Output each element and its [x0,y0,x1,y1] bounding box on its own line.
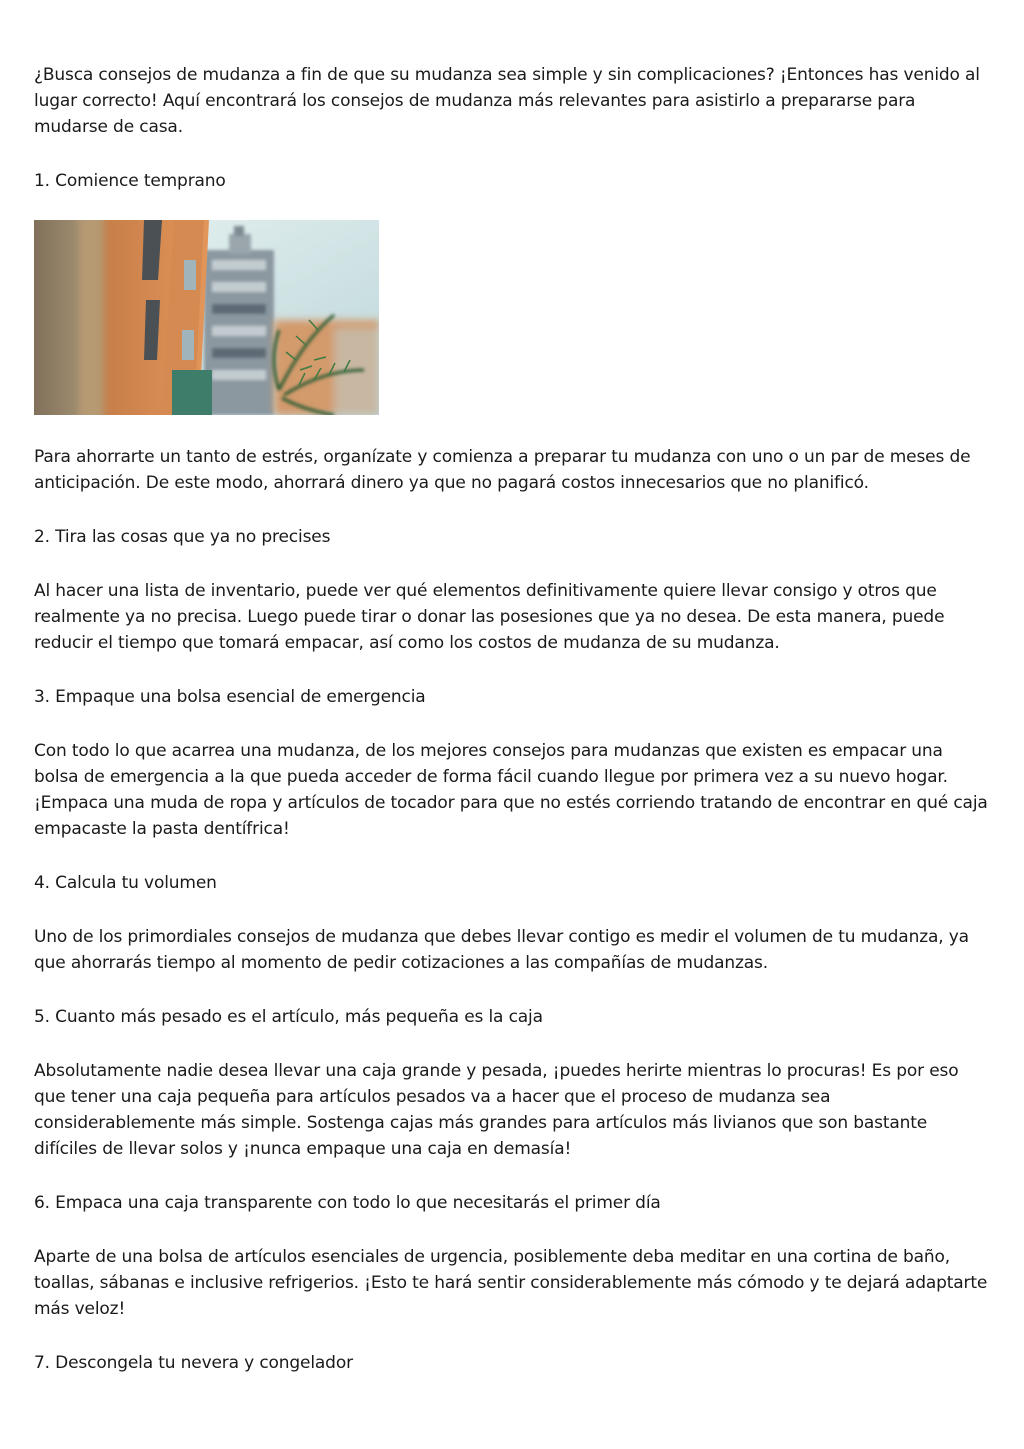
intro-paragraph: ¿Busca consejos de mudanza a fin de que su mudanza sea simple y sin complicaciones? ¡Entonces has venido al lugar correcto! Aquí encontrará los consejos de mudanza más relevantes para asistirlo a prepararse para mudarse de casa. [34,65,980,137]
section-5-heading: 5. Cuanto más pesado es el artículo, más pequeña es la caja [34,1007,543,1027]
building-photo [34,220,379,415]
section-3-body: Con todo lo que acarrea una mudanza, de los mejores consejos para mudanzas que existen es empacar una bolsa de emergencia a la que pueda acceder de forma fácil cuando llegue por primera vez a su nuevo hogar. ¡Empaca una muda de ropa y artículos de tocador para que no estés corriendo tratando de encontrar en qué caja empacaste la pasta dentífrica! [34,741,988,839]
section-2-heading: 2. Tira las cosas que ya no precises [34,527,331,547]
section-1-heading: 1. Comience temprano [34,171,226,191]
section-2-body: Al hacer una lista de inventario, puede ver qué elementos definitivamente quiere llevar consigo y otros que realmente ya no precisa. Luego puede tirar o donar las posesiones que ya no desea. De esta manera, puede reducir el tiempo que tomará empacar, así como los costos de mudanza de su mudanza. [34,581,945,653]
section-7-heading: 7. Descongela tu nevera y congelador [34,1353,353,1373]
section-1-body: Para ahorrarte un tanto de estrés, organízate y comienza a preparar tu mudanza con uno o un par de meses de anticipación. De este modo, ahorrará dinero ya que no pagará costos innecesarios que no planificó. [34,447,971,493]
section-3-heading: 3. Empaque una bolsa esencial de emergencia [34,687,426,707]
section-4-heading: 4. Calcula tu volumen [34,873,217,893]
article [34,62,992,1376]
section-4-body: Uno de los primordiales consejos de mudanza que debes llevar contigo es medir el volumen de tu mudanza, ya que ahorrarás tiempo al momento de pedir cotizaciones a las compañías de mudanzas. [34,927,969,973]
section-6-body: Aparte de una bolsa de artículos esenciales de urgencia, posiblemente deba meditar en una cortina de baño, toallas, sábanas e inclusive refrigerios. ¡Esto te hará sentir considerablemente más cómodo y te dejará adaptarte más veloz! [34,1247,988,1319]
section-5-body: Absolutamente nadie desea llevar una caja grande y pesada, ¡puedes herirte mientras lo procuras! Es por eso que tener una caja pequeña para artículos pesados va a hacer que el proceso de mudanza sea considerablemente más simple. Sostenga cajas más grandes para artículos más livianos que son bastante difíciles de llevar solos y ¡nunca empaque una caja en demasía! [34,1061,959,1159]
section-6-heading: 6. Empaca una caja transparente con todo lo que necesitarás el primer día [34,1193,661,1213]
